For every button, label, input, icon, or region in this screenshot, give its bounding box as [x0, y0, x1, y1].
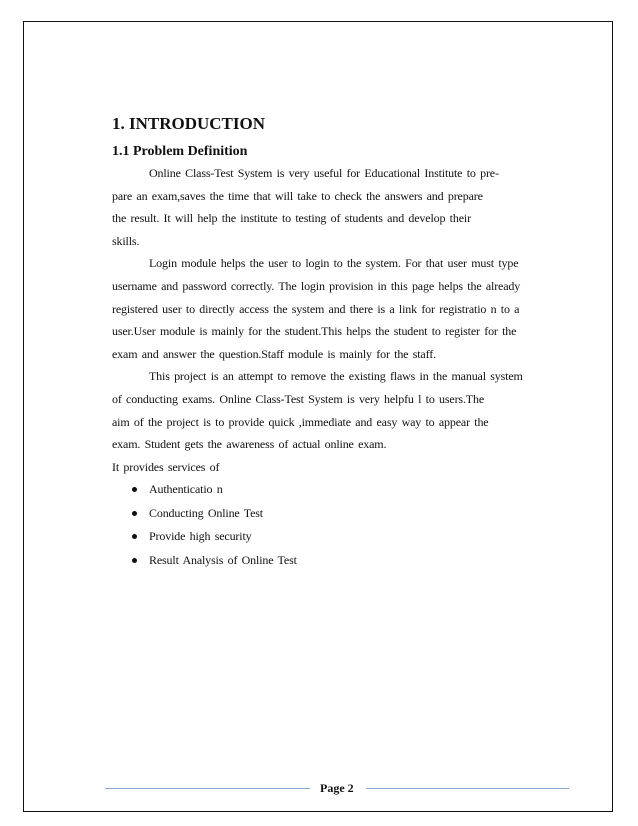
page-number: Page 2 [320, 781, 354, 795]
footer-rule-left [105, 788, 310, 789]
services-intro: It provides services of [112, 459, 220, 474]
bullet-icon [132, 487, 137, 492]
list-item-label: Result Analysis of Online Test [149, 552, 297, 567]
list-item [112, 525, 542, 549]
paragraph-line: pare an exam,saves the time that will take to check the answers and prepare [112, 188, 483, 203]
paragraph-2 [112, 252, 542, 365]
services-list [112, 478, 542, 572]
paragraph-line: This project is an attempt to remove the existing flaws in the manual system [149, 369, 523, 384]
bullet-icon [132, 511, 137, 516]
paragraph-line: the result. It will help the institute to testing of students and develop their [112, 211, 471, 226]
paragraph-line: username and password correctly. The login provision in this page helps the already [112, 278, 521, 293]
list-item [112, 502, 542, 526]
section-heading: 1. INTRODUCTION [112, 114, 266, 133]
paragraph-line: registered user to directly access the system and there is a link for registratio n to a [112, 301, 520, 316]
list-item [112, 549, 542, 573]
paragraph-line: Online Class-Test System is very useful for Educational Institute to pre- [149, 166, 499, 180]
paragraph-line: Login module helps the user to login to the system. For that user must type [149, 256, 519, 271]
paragraph-3 [112, 365, 542, 455]
list-item [112, 478, 542, 502]
paragraph-line: user.User module is mainly for the student.This helps the student to register for the [112, 324, 517, 339]
paragraph-1 [112, 162, 542, 252]
paragraph-line: exam and answer the question.Staff module is mainly for the staff. [112, 346, 436, 361]
list-item-label: Authenticatio n [149, 482, 223, 497]
paragraph-line: of conducting exams. Online Class-Test System is very helpfu l to users.The [112, 391, 485, 406]
paragraph-line: aim of the project is to provide quick ,immediate and easy way to appear the [112, 414, 489, 429]
bullet-icon [132, 534, 137, 539]
footer-rule-right [366, 788, 569, 789]
bullet-icon [132, 558, 137, 563]
paragraph-line: skills. [112, 233, 140, 248]
list-item-label: Conducting Online Test [149, 505, 263, 520]
document-body [112, 112, 542, 572]
paragraph-line: exam. Student gets the awareness of actual online exam. [112, 437, 387, 452]
list-item-label: Provide high security [149, 529, 252, 544]
subsection-heading: 1.1 Problem Definition [112, 144, 248, 159]
